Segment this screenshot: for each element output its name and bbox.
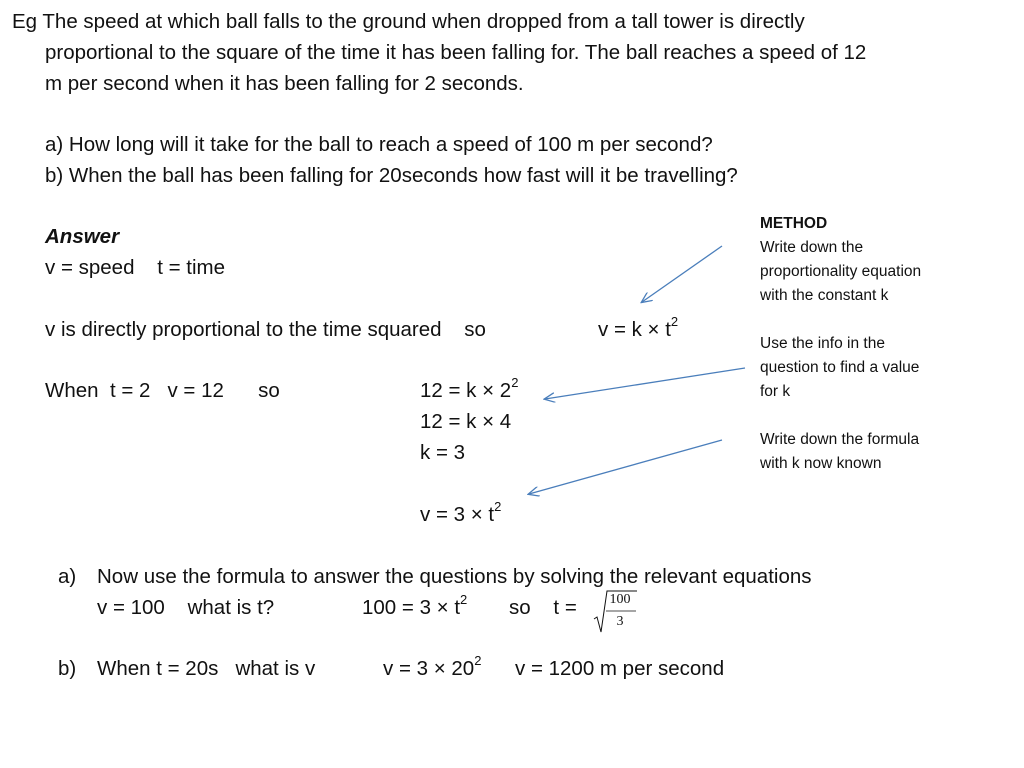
fraction-denominator: 3 (616, 614, 624, 629)
method-step-1-line-2: proportionality equation (760, 263, 922, 280)
intro-line-3: m per second when it has been falling for 2 seconds. (45, 72, 524, 95)
question-a: a) How long will it take for the ball to reach a speed of 100 m per second? (45, 133, 713, 156)
method-title: METHOD (760, 215, 828, 232)
fraction-numerator: 100 (609, 592, 631, 607)
intro-line-1: Eg The speed at which ball falls to the ground when dropped from a tall tower is directly (12, 10, 805, 33)
answer-heading: Answer (45, 225, 120, 248)
constant-value: k = 3 (420, 441, 466, 464)
method-step-2-line-3: for k (760, 383, 791, 400)
intro-line-2: proportional to the square of the time it has been falling for. The ball reaches a speed of 12 (45, 41, 867, 64)
method-step-2-line-1: Use the info in the (760, 335, 885, 352)
question-b: b) When the ball has been falling for 20seconds how fast will it be travelling? (45, 164, 738, 187)
solution-a-given: v = 100 what is t? (97, 596, 275, 619)
solution-a-equation-base: 100 = 3 × t (362, 596, 461, 619)
solution-b-marker: b) (58, 657, 77, 680)
known-formula-exponent: 2 (494, 499, 502, 515)
equation-simplified: 12 = k × 4 (420, 410, 512, 433)
equation-substitute-base: 12 = k × 2 (420, 379, 512, 402)
known-formula-base: v = 3 × t (420, 503, 495, 526)
equation-substitute-exponent: 2 (511, 375, 519, 391)
variable-definitions: v = speed t = time (45, 256, 226, 279)
general-formula-exponent: 2 (670, 314, 679, 330)
when-statement: When t = 2 v = 12 so (45, 379, 280, 402)
arrow-to-known-formula (529, 440, 722, 494)
method-step-1-line-1: Write down the (760, 239, 864, 256)
solution-a-so: so t = (509, 596, 577, 619)
solution-a-text: Now use the formula to answer the questions by solving the relevant equations (97, 565, 812, 588)
solution-b-equation-base: v = 3 × 20 (383, 657, 475, 680)
solution-a-marker: a) (58, 565, 77, 588)
method-step-2-line-2: question to find a value (760, 359, 920, 376)
solution-b-equation-exponent: 2 (474, 653, 482, 669)
arrow-to-general-formula (642, 246, 722, 302)
solution-b-text: When t = 20s what is v (97, 657, 316, 680)
proportional-statement: v is directly proportional to the time squared so (45, 318, 486, 341)
arrow-to-substitution (545, 368, 745, 399)
solution-a-equation-exponent: 2 (460, 592, 468, 608)
general-formula-base: v = k × t (598, 318, 671, 341)
method-step-3-line-2: with k now known (760, 455, 882, 472)
solution-b-result: v = 1200 m per second (515, 657, 725, 680)
method-step-1-line-3: with the constant k (760, 287, 889, 304)
method-step-3-line-1: Write down the formula (760, 431, 920, 448)
